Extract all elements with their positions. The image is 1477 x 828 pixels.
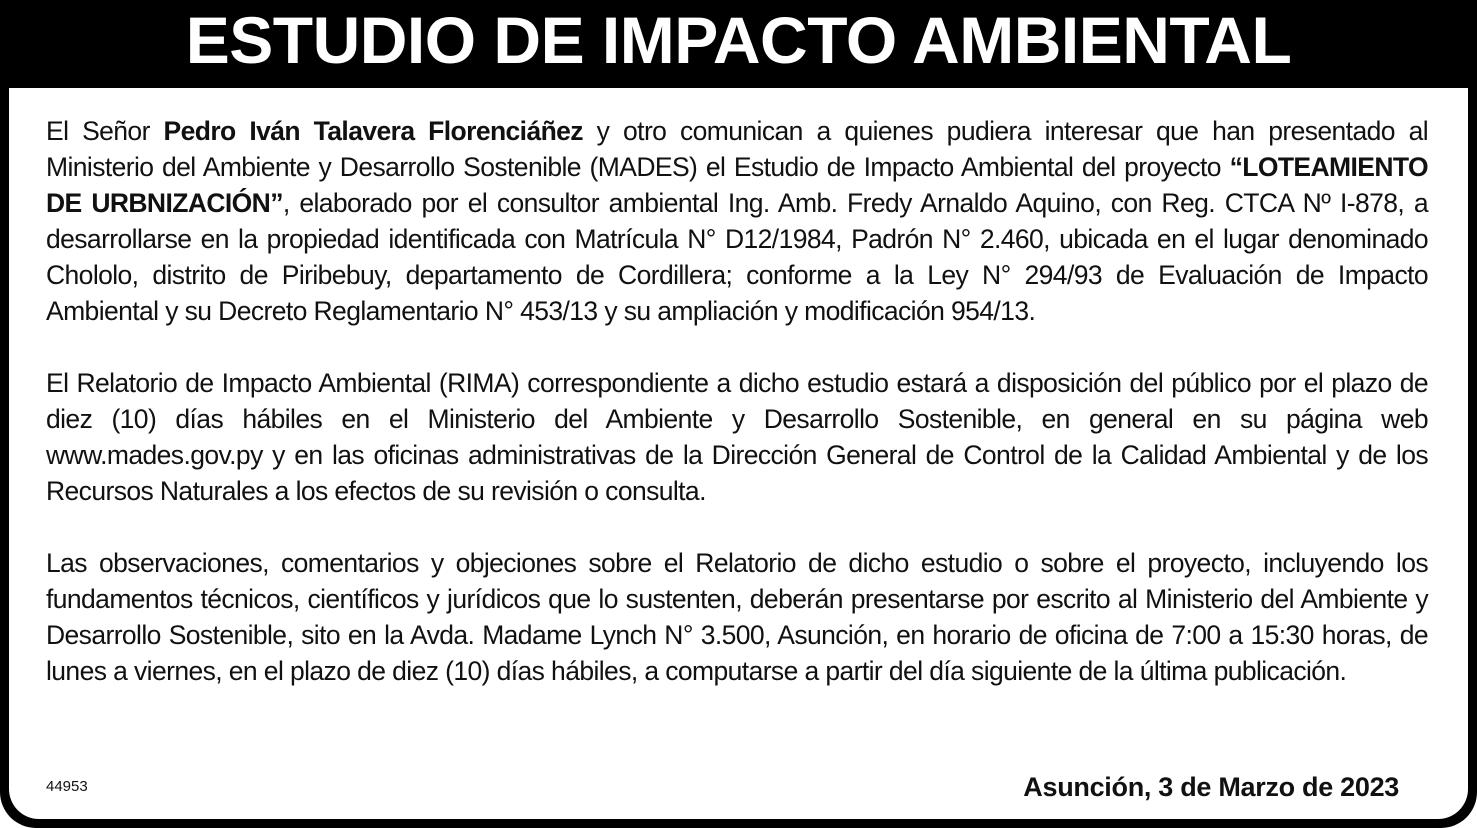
- paragraph-1: [46, 113, 1428, 329]
- notice-body: [46, 113, 1428, 725]
- project-name: “LOTEAMIENTO DE URBNIZACIÓN”: [46, 152, 1428, 218]
- reference-number: 44953: [46, 778, 88, 795]
- applicant-name: Pedro Iván Talavera Florenciáñez: [163, 116, 583, 146]
- paragraph-3: Las observaciones, comentarios y objeciones sobre el Relatorio de dicho estudio o sobre el proyecto, incluyendo los fundamentos técnicos, científicos y jurídicos que lo sustenten, deberán presentarse por escrito al Ministerio del Ambiente y Desarrollo Sostenible, sito en la Avda. Madame Lynch N° 3.500, Asunción, en horario de oficina de 7:00 a 15:30 horas, de lunes a viernes, en el plazo de diez (10) días hábiles, a computarse a partir del día siguiente de la última publicación.: [46, 548, 1428, 686]
- notice-panel: [9, 88, 1468, 819]
- paragraph-1-prefix: El Señor: [46, 116, 164, 146]
- notice-title: ESTUDIO DE IMPACTO AMBIENTAL: [185, 3, 1292, 77]
- paragraph-1-suffix: , elaborado por el consultor ambiental Ing. Amb. Fredy Arnaldo Aquino, con Reg. CTCA Nº I-878, a desarrollarse en la propiedad identificada con Matrícula N° D12/1984, Padrón N° 2.460, ubicada en el lugar denominado Chololo, distrito de Piribebuy, departamento de Cordillera; conforme a la Ley N° 294/93 de Evaluación de Impacto Ambiental y su Decreto Reglamentario N° 453/13 y su ampliación y modificación 954/13.: [46, 188, 1428, 326]
- paragraph-1-mid: y otro comunican a quienes pudiera interesar que han presentado al Ministerio del Ambiente y Desarrollo Sostenible (MADES) el Estudio de Impacto Ambiental del proyecto: [46, 116, 1429, 182]
- paragraph-2: El Relatorio de Impacto Ambiental (RIMA) correspondiente a dicho estudio estará a disposición del público por el plazo de diez (10) días hábiles en el Ministerio del Ambiente y Desarrollo Sostenible, en general en su página web www.mades.gov.py y en las oficinas administrativas de la Dirección General de Control de la Calidad Ambiental y de los Recursos Naturales a los efectos de su revisión o consulta.: [46, 368, 1428, 506]
- dateline: Asunción, 3 de Marzo de 2023: [1023, 772, 1399, 802]
